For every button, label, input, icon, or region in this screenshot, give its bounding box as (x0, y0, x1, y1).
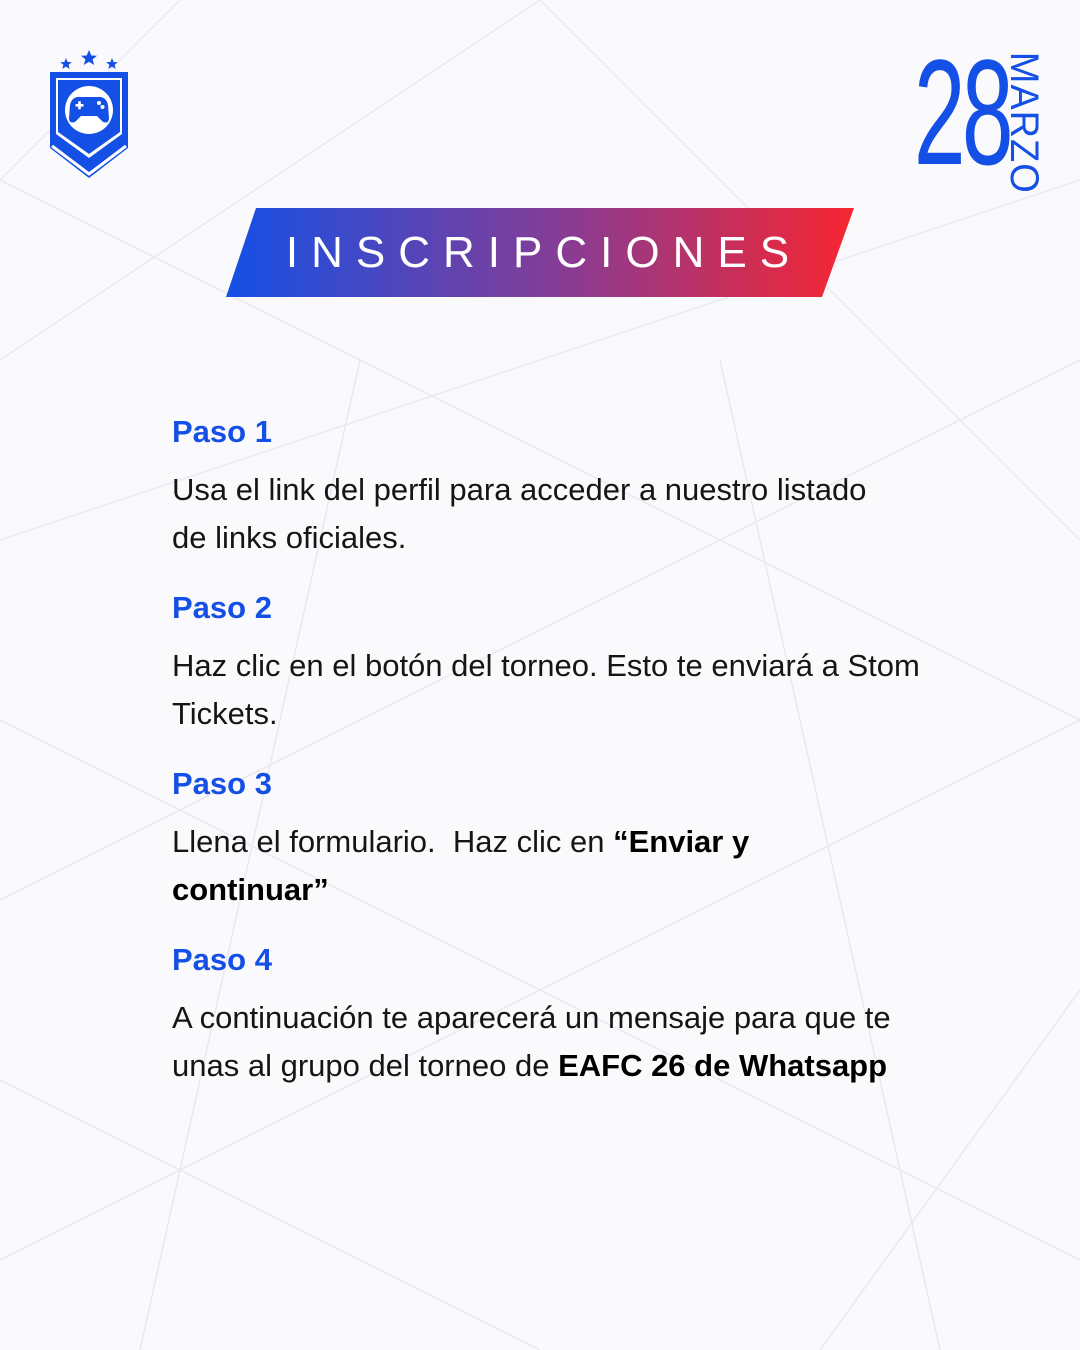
step-2-text-body: Haz clic en el botón del torneo. Esto te enviará a Stom Tickets. (172, 648, 920, 731)
date-month: MARZO (1002, 51, 1046, 194)
date-day: 28 (913, 28, 1010, 196)
step-4-title: Paso 4 (172, 942, 272, 977)
steps-list (172, 412, 932, 1116)
step-3 (172, 764, 932, 914)
gamepad-shield-icon (48, 48, 130, 180)
step-2-text (172, 642, 922, 738)
step-1-text (172, 466, 892, 562)
step-1-title: Paso 1 (172, 414, 272, 449)
step-3-text-bold: “Enviar y continuar” (172, 824, 750, 907)
event-date (855, 28, 1046, 196)
step-2-title: Paso 2 (172, 590, 272, 625)
step-4-text-body: A continuación te aparecerá un mensaje para que te unas al grupo del torneo de (172, 1000, 891, 1083)
step-2 (172, 588, 932, 738)
step-1 (172, 412, 932, 562)
step-4 (172, 940, 932, 1090)
step-3-title: Paso 3 (172, 766, 272, 801)
step-3-text-body: Llena el formulario. Haz clic en (172, 824, 614, 859)
step-4-text (172, 994, 922, 1090)
step-3-text (172, 818, 842, 914)
banner-title: INSCRIPCIONES (285, 227, 803, 277)
step-4-text-bold: EAFC 26 de Whatsapp (558, 1048, 888, 1083)
step-1-text-body: Usa el link del perfil para acceder a nuestro listado de links oficiales. (172, 472, 867, 555)
inscripciones-banner (226, 208, 854, 297)
